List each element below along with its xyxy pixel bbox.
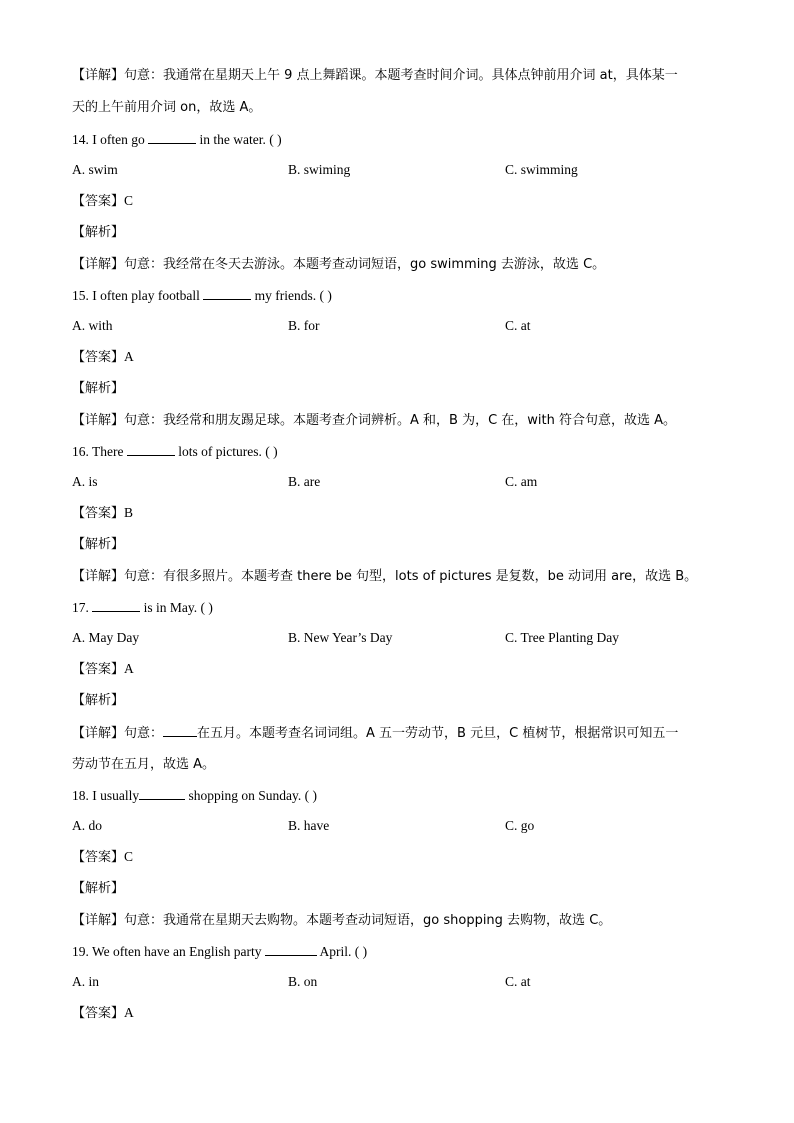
question-text-post: shopping on Sunday. ( ) — [188, 788, 317, 803]
analysis-label: 【解析】 — [72, 381, 125, 396]
answer-label: 【答案】 — [72, 506, 125, 521]
analysis-line — [72, 691, 124, 710]
explain-text: 句意：有很多照片。本题考查 there be 句型，lots of pictures 是复数，be 动词用 are，故选 B。 — [124, 569, 698, 584]
answer-blank — [265, 942, 317, 956]
explain-label: 【详解】 — [72, 68, 125, 83]
explain-line — [72, 911, 611, 930]
question-17 — [72, 598, 213, 617]
explain-label: 【详解】 — [72, 413, 125, 428]
question-text-post: lots of pictures. ( ) — [178, 444, 278, 459]
answer-line — [72, 660, 134, 679]
option-b: B. swiming — [288, 162, 351, 177]
question-number: 18. — [72, 788, 89, 803]
answer-value: C — [124, 193, 134, 208]
analysis-label: 【解析】 — [72, 225, 125, 240]
question-text-pre: I often go — [92, 132, 145, 147]
answer-value: B — [124, 505, 134, 520]
explain-cont-text: 天的上午前用介词 on，故选 A。 — [72, 100, 262, 115]
answer-blank — [203, 286, 251, 300]
option-c: C. Tree Planting Day — [505, 630, 620, 645]
question-text-pre: I often play football — [92, 288, 200, 303]
question-14 — [72, 130, 282, 149]
question-number: 17. — [72, 600, 89, 615]
question-15 — [72, 286, 332, 305]
explain-label: 【详解】 — [72, 569, 125, 584]
answer-blank — [139, 786, 185, 800]
analysis-label: 【解析】 — [72, 881, 125, 896]
analysis-line — [72, 879, 124, 898]
answer-line — [72, 192, 133, 211]
question-text-pre: I usually — [92, 788, 140, 803]
option-c: C. swimming — [505, 162, 578, 177]
option-a: A. is — [72, 474, 98, 489]
option-c: C. at — [505, 318, 531, 333]
question-19 — [72, 942, 367, 961]
option-b: B. for — [288, 318, 320, 333]
question-number: 16. — [72, 444, 89, 459]
answer-label: 【答案】 — [72, 850, 125, 865]
answer-value: A — [124, 661, 134, 676]
question-18 — [72, 786, 317, 805]
explain-text: 句意：我经常和朋友踢足球。本题考查介词辨析。A 和，B 为，C 在，with 符合句意，故选 A。 — [124, 413, 677, 428]
answer-label: 【答案】 — [72, 350, 125, 365]
analysis-label: 【解析】 — [72, 693, 125, 708]
option-a: A. in — [72, 974, 99, 989]
answer-line — [72, 848, 133, 867]
question-text-post: my friends. ( ) — [254, 288, 332, 303]
option-a: A. swim — [72, 162, 118, 177]
option-b: B. New Year’s Day — [288, 630, 393, 645]
question-number: 14. — [72, 132, 89, 147]
explain-blank — [163, 723, 197, 737]
explain-line — [72, 411, 676, 430]
answer-value: A — [124, 1005, 134, 1020]
question-number: 15. — [72, 288, 89, 303]
explain-continuation — [72, 98, 261, 117]
explain-label: 【详解】 — [72, 257, 125, 272]
explain-label: 【详解】 — [72, 913, 125, 928]
answer-value: A — [124, 349, 134, 364]
analysis-line — [72, 379, 124, 398]
option-c: C. am — [505, 474, 538, 489]
explain-text: 在五月。本题考查名词词组。A 五一劳动节，B 元旦，C 植树节，根据常识可知五一 — [197, 726, 679, 741]
answer-label: 【答案】 — [72, 1006, 125, 1021]
option-b: B. are — [288, 474, 321, 489]
option-c: C. go — [505, 818, 535, 833]
question-text-post: in the water. ( ) — [199, 132, 282, 147]
explain-line — [72, 66, 678, 85]
option-c: C. at — [505, 974, 531, 989]
explain-line — [72, 567, 697, 586]
explain-cont-text: 劳动节在五月，故选 A。 — [72, 757, 216, 772]
explain-text: 句意：我经常在冬天去游泳。本题考查动词短语，go swimming 去游泳，故选 C。 — [124, 257, 606, 272]
question-text-post: is in May. ( ) — [143, 600, 213, 615]
answer-value: C — [124, 849, 134, 864]
explain-line — [72, 723, 678, 743]
analysis-label: 【解析】 — [72, 537, 125, 552]
answer-blank — [148, 130, 196, 144]
answer-line — [72, 1004, 134, 1023]
option-b: B. on — [288, 974, 318, 989]
analysis-line — [72, 535, 124, 554]
answer-label: 【答案】 — [72, 194, 125, 209]
answer-label: 【答案】 — [72, 662, 125, 677]
explain-text: 句意：我通常在星期天上午 9 点上舞蹈课。本题考查时间介词。具体点钟前用介词 at，具体某一 — [124, 68, 678, 83]
question-text-pre: There — [92, 444, 124, 459]
answer-line — [72, 504, 133, 523]
question-text-post: April. ( ) — [319, 944, 368, 959]
explain-label: 【详解】 — [72, 726, 125, 741]
question-number: 19. — [72, 944, 89, 959]
answer-line — [72, 348, 134, 367]
explain-text: 句意：我通常在星期天去购物。本题考查动词短语，go shopping 去购物，故选 C。 — [124, 913, 612, 928]
option-a: A. with — [72, 318, 113, 333]
analysis-line — [72, 223, 124, 242]
question-text-pre: We often have an English party — [92, 944, 262, 959]
explain-continuation — [72, 755, 215, 774]
answer-blank — [92, 598, 140, 612]
explain-line — [72, 255, 605, 274]
option-b: B. have — [288, 818, 330, 833]
answer-blank — [127, 442, 175, 456]
option-a: A. May Day — [72, 630, 140, 645]
question-16 — [72, 442, 278, 461]
option-a: A. do — [72, 818, 102, 833]
explain-text-pre: 句意： — [124, 726, 164, 741]
